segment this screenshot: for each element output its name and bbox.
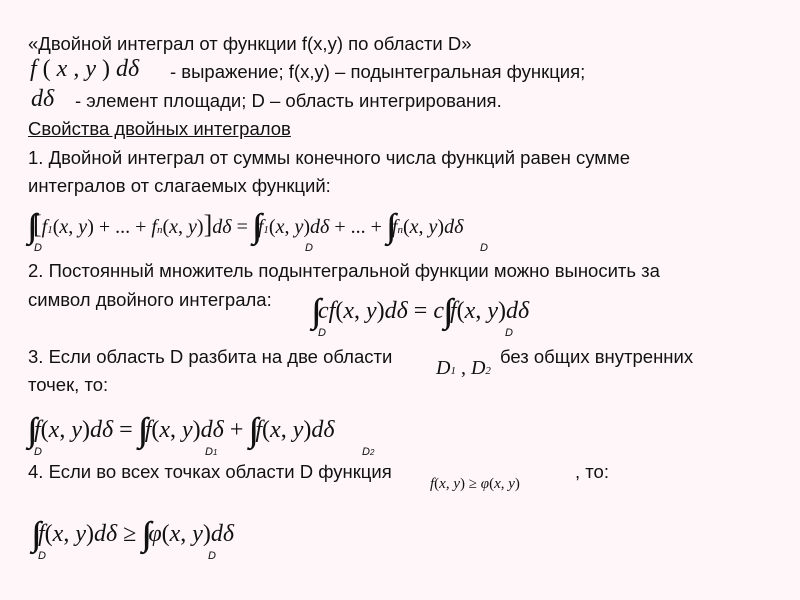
- property-1-formula: [f1(x, y) + ... + fn(x, y)]dδ = f1(x, y)dδ + ... + fn(x, y)dδ: [33, 210, 464, 239]
- domain-label: D: [480, 242, 488, 254]
- section-heading: Свойства двойных интегралов: [28, 118, 291, 139]
- area-element-formula: dδ: [31, 86, 55, 112]
- domain-label: D: [34, 242, 42, 254]
- domain-label: D: [38, 550, 46, 562]
- area-element-description: - элемент площади; D – область интегрирования.: [75, 90, 502, 111]
- property-4-line-1b: , то:: [575, 461, 609, 482]
- property-2-formula: cf(x, y)dδ = c f(x, y)dδ: [318, 298, 530, 324]
- domain-label: D: [505, 327, 513, 339]
- domain-label: D: [34, 446, 42, 458]
- domain-label: D1: [205, 446, 218, 458]
- property-3-formula: f(x, y)dδ = f(x, y)dδ + f(x, y)dδ: [34, 417, 335, 443]
- property-3-line-2: точек, то:: [28, 374, 109, 395]
- property-3-line-1b: без общих внутренних: [500, 346, 694, 367]
- property-2-line-1: 2. Постоянный множитель подынтегральной функции можно выносить за: [28, 260, 660, 281]
- property-3-inline-formula: D1 , D2: [436, 357, 491, 379]
- slide-title: «Двойной интеграл от функции f(x,y) по области D»: [28, 33, 472, 54]
- expression-description: - выражение; f(x,y) – подынтегральная функция;: [170, 61, 586, 82]
- domain-label: D: [305, 242, 313, 254]
- expression-formula: f ( x , y ) dδ: [30, 56, 140, 82]
- property-4-line-1a: 4. Если во всех точках области D функция: [28, 461, 392, 482]
- domain-label: D: [208, 550, 216, 562]
- property-1-line-1: 1. Двойной интеграл от суммы конечного числа функций равен сумме: [28, 147, 631, 168]
- domain-label: D: [318, 327, 326, 339]
- domain-label: D2: [362, 446, 375, 458]
- property-1-line-2: интегралов от слагаемых функций:: [28, 175, 331, 196]
- property-2-line-2: символ двойного интеграла:: [28, 289, 272, 310]
- property-3-line-1a: 3. Если область D разбита на две области: [28, 346, 393, 367]
- property-4-formula: f(x, y)dδ ≥ φ(x, y)dδ: [38, 521, 235, 547]
- property-4-inline-formula: f(x, y) ≥ φ(x, y): [430, 476, 520, 492]
